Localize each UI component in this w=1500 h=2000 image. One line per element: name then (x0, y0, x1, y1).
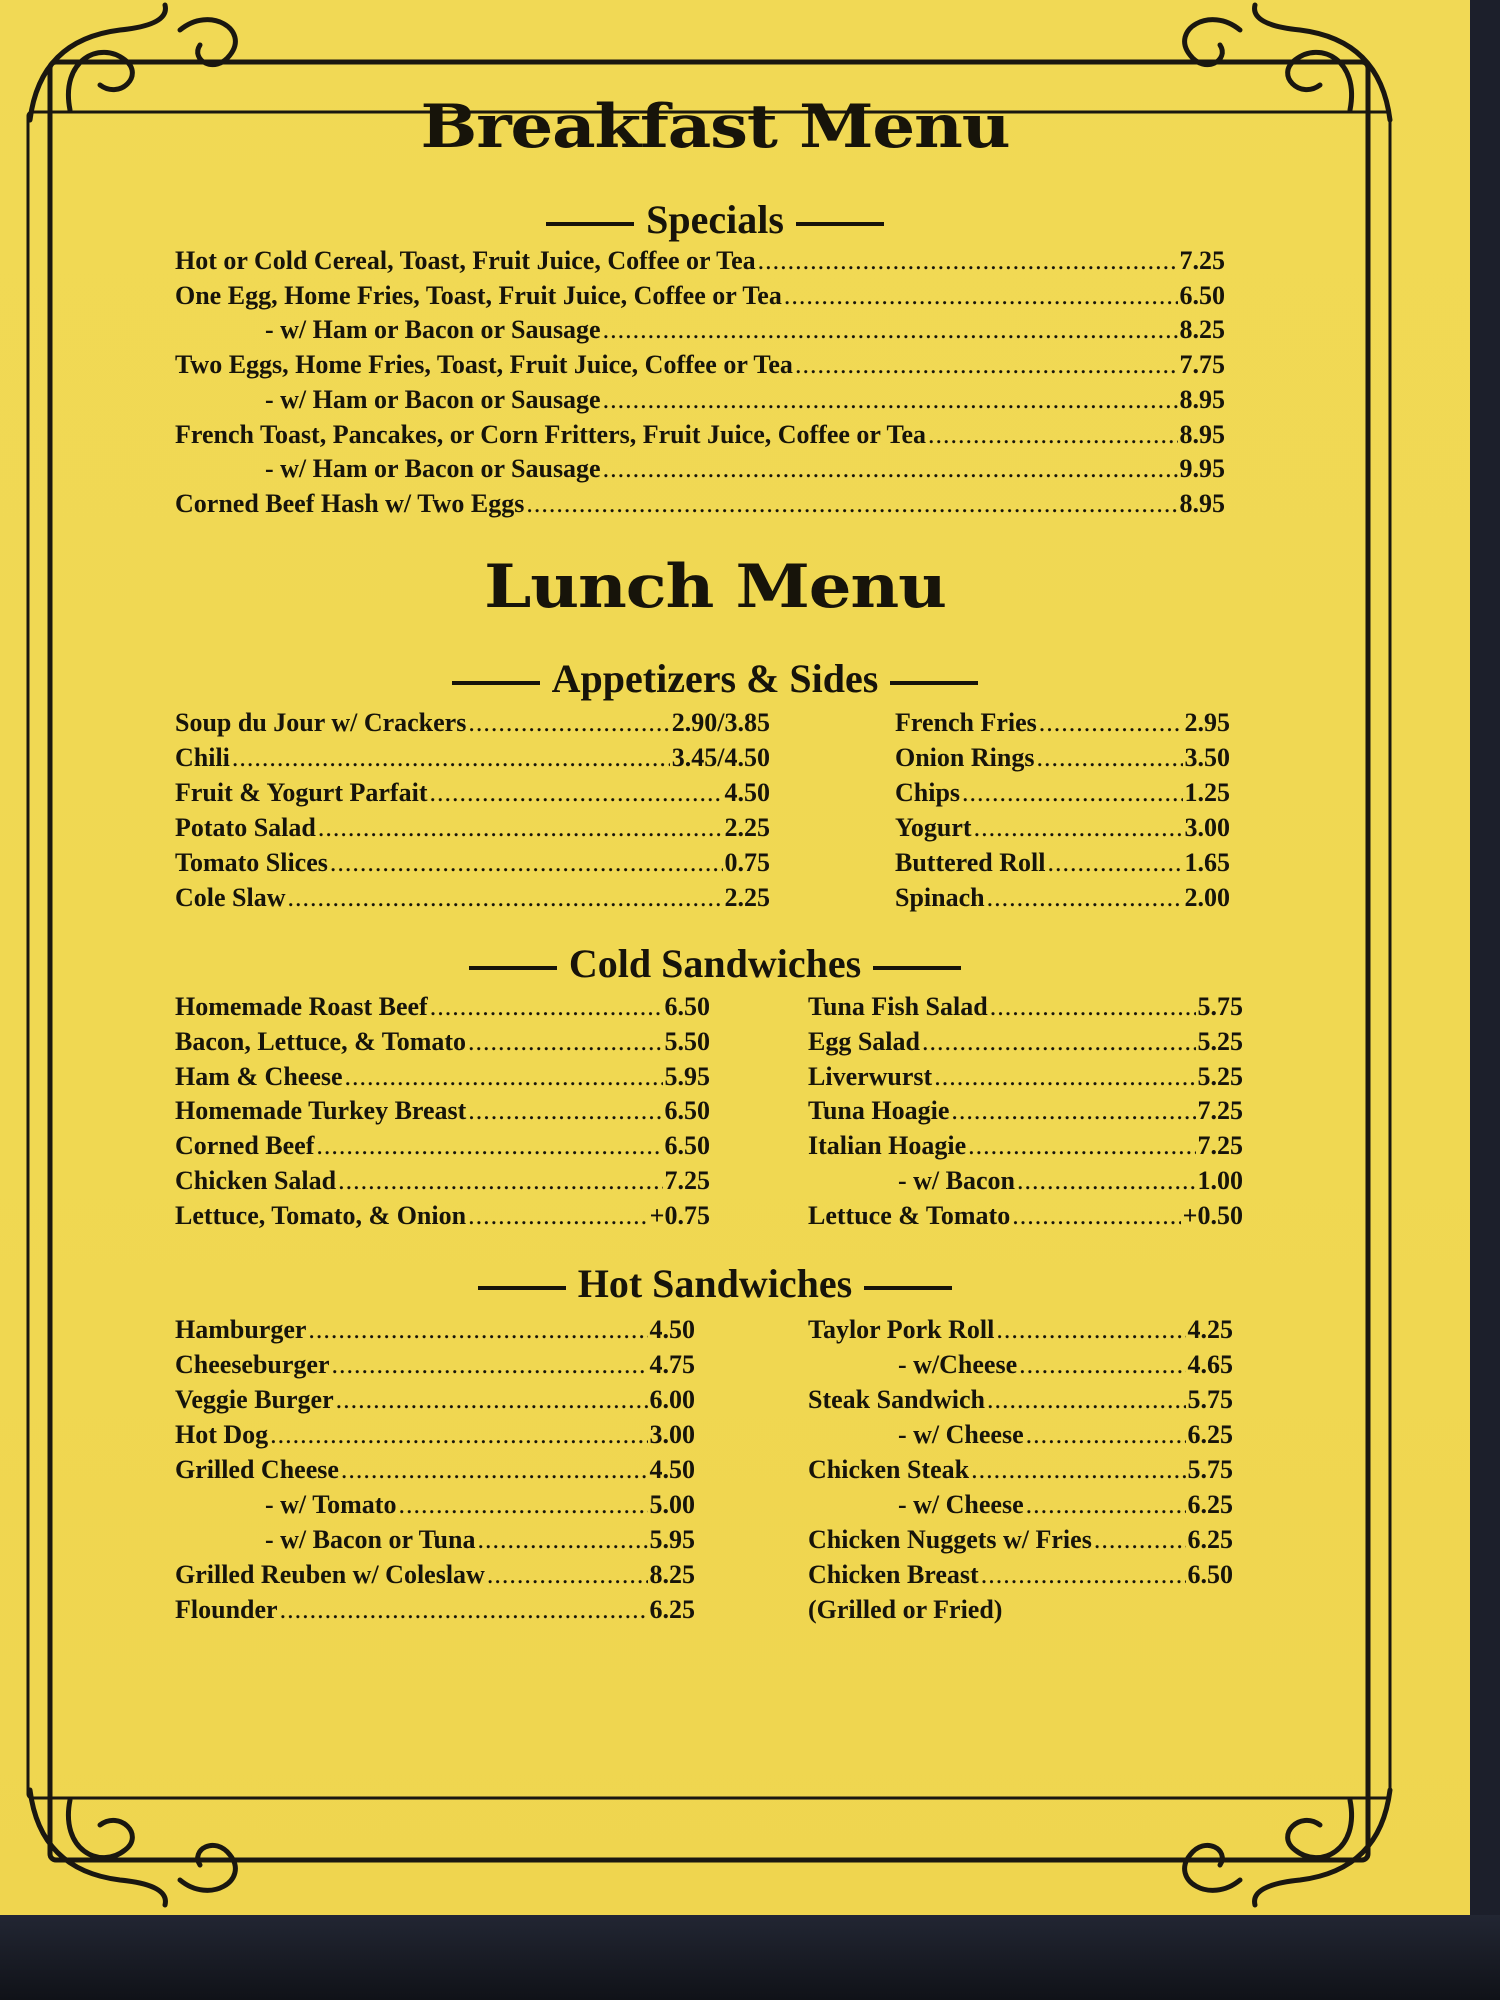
menu-item-price: 5.75 (1197, 992, 1243, 1021)
appetizers-heading (0, 655, 1430, 702)
menu-item (175, 1164, 710, 1199)
menu-item-price: 4.65 (1187, 1350, 1233, 1379)
menu-item-name: Spinach (895, 883, 985, 912)
menu-item (895, 775, 1230, 810)
menu-item-name: Egg Salad (808, 1026, 920, 1056)
dot-leader (330, 845, 723, 880)
menu-item-price: 4.50 (724, 778, 770, 807)
dot-leader (1036, 740, 1182, 775)
dot-leader (338, 1164, 662, 1199)
menu-item-price: 4.50 (649, 1455, 695, 1484)
menu-item-price: 0.75 (724, 848, 770, 877)
menu-item-name: Veggie Burger (175, 1385, 334, 1414)
dot-leader (962, 775, 1182, 810)
menu-item-name: Bacon, Lettuce, & Tomato (175, 1026, 467, 1056)
menu-item-name: Tomato Slices (175, 848, 328, 877)
menu-item-name: - w/ Tomato (265, 1490, 397, 1519)
dot-leader (1012, 1199, 1180, 1234)
menu-item-price: +0.50 (1182, 1200, 1243, 1230)
menu-item-name: Potato Salad (175, 813, 316, 842)
menu-item-price: 4.50 (649, 1315, 695, 1344)
dot-leader (1017, 1164, 1196, 1199)
heading-rule-left (546, 222, 634, 226)
dot-leader (1019, 1347, 1185, 1382)
menu-item-price: 4.25 (1187, 1315, 1233, 1344)
menu-item-name: Chicken Salad (175, 1165, 337, 1195)
menu-item-price: 4.75 (649, 1350, 695, 1379)
menu-item-price: 2.25 (724, 883, 770, 912)
menu-item-price: 7.25 (1179, 246, 1225, 275)
menu-item (175, 313, 1225, 348)
menu-item (175, 383, 1225, 418)
menu-item-name: Fruit & Yogurt Parfait (175, 778, 428, 807)
menu-item-name: - w/Cheese (898, 1350, 1018, 1379)
menu-item-name: - w/ Cheese (898, 1490, 1024, 1519)
hot-sandwiches-heading-text: Hot Sandwiches (577, 1261, 853, 1306)
menu-item (808, 1094, 1243, 1129)
menu-item-price: 2.00 (1184, 883, 1230, 912)
menu-item-name: Steak Sandwich (808, 1385, 985, 1414)
dot-leader (468, 705, 669, 740)
menu-item-price: 8.25 (1179, 315, 1225, 345)
menu-item (808, 1199, 1243, 1234)
menu-item-price: 7.25 (664, 1165, 710, 1195)
menu-item (808, 1129, 1243, 1164)
dot-leader (996, 1312, 1185, 1347)
specials-heading-text: Specials (646, 197, 784, 242)
menu-item-price: 2.95 (1184, 708, 1230, 737)
menu-item-name: Homemade Roast Beef (175, 992, 428, 1021)
menu-item-price: 7.75 (1179, 350, 1225, 380)
menu-item (895, 740, 1230, 775)
menu-item-price: 6.50 (664, 1096, 710, 1126)
menu-item-name: Grilled Reuben w/ Coleslaw (175, 1560, 485, 1589)
menu-item (808, 1522, 1233, 1557)
menu-item-price: 6.25 (1187, 1420, 1233, 1449)
menu-item (175, 880, 770, 915)
menu-item-name: Taylor Pork Roll (808, 1315, 995, 1344)
dot-leader (758, 244, 1178, 279)
breakfast-menu-title: Breakfast Menu (420, 92, 1010, 162)
cold-sandwiches-right-list (808, 990, 1243, 1234)
menu-item (175, 740, 770, 775)
menu-item-price: 5.25 (1197, 1061, 1243, 1091)
dot-leader (308, 1312, 647, 1347)
cold-sandwiches-heading-text: Cold Sandwiches (568, 941, 862, 986)
menu-item-name: - w/ Ham or Bacon or Sausage (265, 315, 601, 345)
menu-item (175, 1347, 695, 1382)
hot-sandwiches-left-list (175, 1312, 695, 1627)
menu-item (175, 1487, 695, 1522)
menu-item (808, 1025, 1243, 1060)
menu-item (895, 880, 1230, 915)
dot-leader (990, 990, 1196, 1025)
menu-item-price: 5.50 (664, 1026, 710, 1056)
menu-item-price: 6.25 (1187, 1525, 1233, 1554)
menu-item-name: Tuna Fish Salad (808, 992, 988, 1021)
menu-item (808, 1382, 1233, 1417)
menu-item-price: 6.50 (1187, 1560, 1233, 1589)
cold-sandwiches-heading (0, 940, 1430, 987)
menu-item (808, 1312, 1233, 1347)
menu-item (175, 1312, 695, 1347)
menu-item-price: 3.45/4.50 (671, 743, 770, 772)
menu-item-name: Two Eggs, Home Fries, Toast, Fruit Juice, Coffee or Tea (175, 350, 793, 380)
menu-item-price: 9.95 (1179, 454, 1225, 484)
menu-item (175, 705, 770, 740)
menu-item-name: Tuna Hoagie (808, 1096, 950, 1126)
dot-leader (1039, 705, 1183, 740)
menu-item (808, 1452, 1233, 1487)
dot-leader (981, 1557, 1186, 1592)
dot-leader (1047, 845, 1182, 880)
menu-item (175, 1592, 695, 1627)
menu-item (175, 775, 770, 810)
dot-leader (928, 418, 1177, 453)
heading-rule-left (452, 681, 540, 685)
menu-item-price: 7.25 (1197, 1096, 1243, 1126)
corner-scroll-bottom-right (1185, 1790, 1390, 1905)
menu-item-price: 8.95 (1179, 384, 1225, 414)
appetizers-heading-text: Appetizers & Sides (551, 656, 879, 701)
heading-rule-right (796, 222, 884, 226)
menu-item (808, 1347, 1233, 1382)
dot-leader (429, 775, 722, 810)
menu-item-name: Cole Slaw (175, 883, 286, 912)
dot-leader (468, 1025, 662, 1060)
lunch-menu-title: Lunch Menu (484, 552, 946, 622)
specials-list (175, 244, 1225, 522)
dot-leader (968, 1129, 1195, 1164)
menu-item-name: Chicken Breast (808, 1560, 979, 1589)
menu-item-price: 7.25 (1197, 1131, 1243, 1161)
menu-item-price: 6.50 (664, 1131, 710, 1161)
cold-sandwiches-left-list (175, 990, 710, 1234)
dot-leader (1026, 1417, 1186, 1452)
menu-item-name: Italian Hoagie (808, 1131, 967, 1161)
menu-item-price: 5.75 (1187, 1455, 1233, 1484)
menu-item-name: Lettuce, Tomato, & Onion (175, 1200, 467, 1230)
menu-item (808, 1557, 1233, 1592)
menu-item-price: 8.25 (649, 1560, 695, 1589)
dot-leader (288, 880, 723, 915)
menu-item (808, 1164, 1243, 1199)
dot-leader (336, 1382, 648, 1417)
dot-leader (430, 990, 663, 1025)
menu-item (808, 1060, 1243, 1095)
dot-leader (270, 1417, 647, 1452)
menu-item (175, 845, 770, 880)
menu-item-name: One Egg, Home Fries, Toast, Fruit Juice, Coffee or Tea (175, 280, 782, 310)
heading-rule-left (469, 966, 557, 970)
appetizers-left-list (175, 705, 770, 915)
menu-item (175, 1452, 695, 1487)
hot-sandwiches-right-list (808, 1312, 1233, 1627)
menu-item (175, 810, 770, 845)
menu-item (175, 452, 1225, 487)
menu-item-price: 8.95 (1179, 488, 1225, 518)
dot-leader (526, 487, 1177, 522)
menu-item-name: French Fries (895, 708, 1037, 737)
corner-scroll-bottom-left (30, 1790, 235, 1905)
menu-item-name: Corned Beef Hash w/ Two Eggs (175, 488, 525, 518)
dot-leader (232, 740, 670, 775)
menu-item (175, 1060, 710, 1095)
menu-item (895, 705, 1230, 740)
menu-item-price: 3.50 (1184, 743, 1230, 772)
menu-item (175, 244, 1225, 279)
menu-item-name: Hot or Cold Cereal, Toast, Fruit Juice, Coffee or Tea (175, 246, 756, 275)
menu-item-name: Yogurt (895, 813, 972, 842)
menu-item-name: French Toast, Pancakes, or Corn Fritters, Fruit Juice, Coffee or Tea (175, 419, 927, 449)
dot-leader (332, 1347, 648, 1382)
dot-leader (345, 1060, 663, 1095)
menu-item-price: 3.00 (1184, 813, 1230, 842)
specials-heading (0, 196, 1430, 243)
menu-item (175, 1522, 695, 1557)
dot-leader (974, 810, 1183, 845)
dot-leader (468, 1199, 648, 1234)
menu-item-name: Lettuce & Tomato (808, 1200, 1011, 1230)
menu-item (175, 1199, 710, 1234)
menu-item (175, 279, 1225, 314)
menu-item-price: +0.75 (649, 1200, 710, 1230)
menu-item-name: Homemade Turkey Breast (175, 1096, 467, 1126)
menu-item-name: - w/ Ham or Bacon or Sausage (265, 454, 601, 484)
menu-item-name: Hamburger (175, 1315, 307, 1344)
menu-item-price: 5.75 (1187, 1385, 1233, 1414)
appetizers-right-list (895, 705, 1230, 915)
menu-item-price: 5.00 (649, 1490, 695, 1519)
dot-leader (603, 313, 1178, 348)
dot-leader (922, 1025, 1196, 1060)
menu-item-price: 6.50 (1179, 280, 1225, 310)
dot-leader (341, 1452, 648, 1487)
menu-item-name: - w/ Cheese (898, 1420, 1024, 1449)
menu-item-price: 6.00 (649, 1385, 695, 1414)
menu-item-price: 2.25 (724, 813, 770, 842)
menu-item (895, 845, 1230, 880)
menu-item (808, 1487, 1233, 1522)
menu-item-name: Grilled Cheese (175, 1455, 339, 1484)
menu-item (175, 990, 710, 1025)
heading-rule-left (478, 1286, 566, 1290)
heading-rule-right (890, 681, 978, 685)
menu-item-name: Chili (175, 743, 230, 772)
dot-leader (603, 452, 1178, 487)
menu-item-name: Hot Dog (175, 1420, 269, 1449)
menu-item (895, 810, 1230, 845)
dot-leader (987, 1382, 1186, 1417)
menu-item-name: Ham & Cheese (175, 1061, 343, 1091)
dot-leader (971, 1452, 1185, 1487)
dot-leader (1094, 1522, 1186, 1557)
menu-item-price: 5.25 (1197, 1026, 1243, 1056)
menu-item-price: 3.00 (649, 1420, 695, 1449)
menu-item-price: 1.25 (1184, 778, 1230, 807)
hot-sandwiches-heading (0, 1260, 1430, 1307)
dot-leader (987, 880, 1183, 915)
dot-leader (934, 1060, 1195, 1095)
menu-item-name: Chicken Steak (808, 1455, 970, 1484)
menu-item (175, 418, 1225, 453)
menu-item-price: 6.25 (1187, 1490, 1233, 1519)
dot-leader (468, 1094, 662, 1129)
heading-rule-right (864, 1286, 952, 1290)
menu-item-name: Corned Beef (175, 1131, 315, 1161)
menu-item-price: 1.65 (1184, 848, 1230, 877)
dot-leader (795, 348, 1178, 383)
dot-leader (316, 1129, 662, 1164)
menu-item-name: Liverwurst (808, 1061, 933, 1091)
menu-item (175, 1129, 710, 1164)
heading-rule-right (873, 966, 961, 970)
menu-item-name: - w/ Bacon or Tuna (265, 1525, 476, 1554)
menu-item-name: Soup du Jour w/ Crackers (175, 708, 467, 737)
menu-item (175, 1382, 695, 1417)
menu-item (175, 1417, 695, 1452)
menu-item-price: 1.00 (1197, 1165, 1243, 1195)
menu-item-name: Onion Rings (895, 743, 1035, 772)
menu-item-name: Flounder (175, 1595, 278, 1624)
menu-item (175, 487, 1225, 522)
menu-item-price: 8.95 (1179, 419, 1225, 449)
menu-item (175, 1025, 710, 1060)
dot-leader (318, 810, 723, 845)
dot-leader (1026, 1487, 1186, 1522)
dot-leader (784, 279, 1178, 314)
menu-item-price: 6.50 (664, 992, 710, 1021)
menu-item (175, 348, 1225, 383)
chicken-breast-note: (Grilled or Fried) (808, 1595, 1003, 1624)
menu-item-price: 5.95 (649, 1525, 695, 1554)
menu-item-name: Buttered Roll (895, 848, 1046, 877)
menu-item-name: Chips (895, 778, 961, 807)
menu-item-price: 2.90/3.85 (671, 708, 770, 737)
menu-item-name: - w/ Bacon (898, 1165, 1015, 1195)
menu-item-price: 5.95 (664, 1061, 710, 1091)
menu-item (808, 990, 1243, 1025)
menu-item (808, 1417, 1233, 1452)
menu-item (175, 1557, 695, 1592)
dot-leader (280, 1592, 648, 1627)
menu-item (175, 1094, 710, 1129)
dot-leader (951, 1094, 1195, 1129)
dot-leader (477, 1522, 647, 1557)
menu-item-price: 6.25 (649, 1595, 695, 1624)
menu-item-name: Chicken Nuggets w/ Fries (808, 1525, 1092, 1554)
menu-item-name: - w/ Ham or Bacon or Sausage (265, 384, 601, 414)
dot-leader (603, 383, 1178, 418)
dot-leader (487, 1557, 648, 1592)
dot-leader (398, 1487, 647, 1522)
menu-item-name: Cheeseburger (175, 1350, 330, 1379)
